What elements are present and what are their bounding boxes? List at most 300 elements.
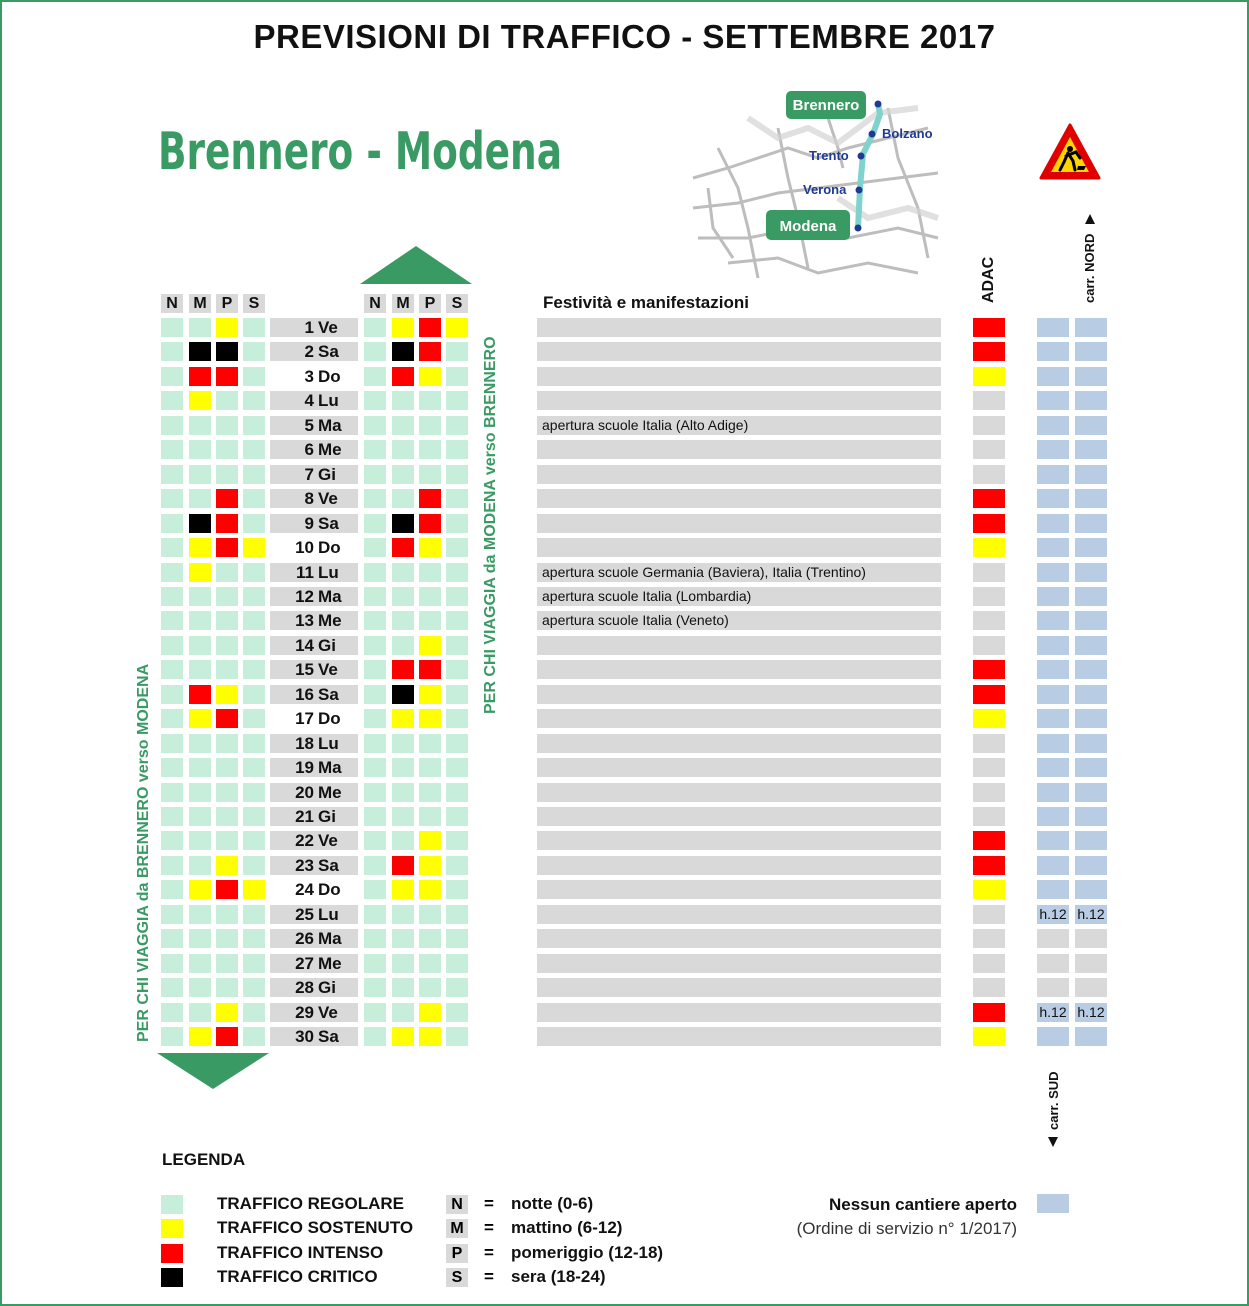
event-cell — [537, 342, 941, 361]
no-works-label: Nessun cantiere aperto — [828, 1195, 1017, 1214]
day-label — [270, 440, 358, 459]
day-label — [270, 514, 358, 533]
adac-cell — [973, 783, 1005, 802]
northbound-traffic-cell — [419, 538, 441, 557]
northbound-traffic-cell — [364, 440, 386, 459]
north-site-cell — [1037, 709, 1069, 728]
southbound-traffic-cell — [189, 440, 211, 459]
southbound-traffic-cell — [216, 465, 238, 484]
southbound-traffic-cell — [216, 416, 238, 435]
day-label — [270, 929, 358, 948]
northbound-traffic-cell — [364, 978, 386, 997]
northbound-traffic-cell — [392, 880, 414, 899]
day-of-week: Sa — [318, 856, 339, 875]
northbound-traffic-cell — [419, 514, 441, 533]
northbound-traffic-cell — [446, 954, 468, 973]
southbound-traffic-cell — [189, 954, 211, 973]
legend-level-label: TRAFFICO CRITICO — [217, 1267, 378, 1286]
day-of-week: Sa — [318, 685, 339, 704]
northbound-traffic-cell — [446, 416, 468, 435]
no-works-swatch — [1037, 1194, 1069, 1213]
northbound-traffic-cell — [446, 1003, 468, 1022]
northbound-traffic-cell — [446, 660, 468, 679]
northbound-traffic-cell — [419, 978, 441, 997]
adac-cell — [973, 807, 1005, 826]
day-number: 9 — [304, 514, 314, 533]
northbound-traffic-cell — [364, 1027, 386, 1046]
day-of-week: Me — [318, 954, 342, 973]
day-number: 20 — [295, 783, 314, 802]
northbound-traffic-cell — [446, 514, 468, 533]
southbound-traffic-cell — [189, 783, 211, 802]
event-cell — [537, 685, 941, 704]
legend-level-label: TRAFFICO SOSTENUTO — [217, 1218, 414, 1237]
north-site-cell — [1037, 685, 1069, 704]
northbound-traffic-cell — [392, 391, 414, 410]
slot-header: N — [161, 294, 183, 313]
northbound-traffic-cell — [392, 465, 414, 484]
north-site-cell — [1037, 978, 1069, 997]
southbound-traffic-cell — [216, 734, 238, 753]
southbound-traffic-cell — [189, 758, 211, 777]
day-label — [270, 1003, 358, 1022]
legend-slot-key: N — [446, 1195, 468, 1214]
day-number: 12 — [295, 587, 314, 606]
event-cell — [537, 367, 941, 386]
south-site-cell — [1075, 856, 1107, 875]
southbound-traffic-cell — [161, 880, 183, 899]
day-label — [270, 831, 358, 850]
day-number: 3 — [304, 367, 314, 386]
south-site-cell — [1075, 440, 1107, 459]
event-cell: apertura scuole Italia (Veneto) — [537, 611, 941, 630]
day-of-week: Lu — [318, 391, 339, 410]
legend-slot-desc: sera (18-24) — [511, 1267, 606, 1286]
northbound-traffic-cell — [419, 831, 441, 850]
southbound-traffic-cell — [216, 807, 238, 826]
day-of-week: Do — [318, 709, 341, 728]
event-cell — [537, 391, 941, 410]
northbound-traffic-cell — [392, 1027, 414, 1046]
day-of-week: Me — [318, 440, 342, 459]
north-site-cell — [1037, 465, 1069, 484]
southbound-traffic-cell — [189, 807, 211, 826]
events-header: Festività e manifestazioni — [543, 293, 749, 312]
southbound-traffic-cell — [216, 489, 238, 508]
south-site-cell — [1075, 563, 1107, 582]
slot-header: N — [364, 294, 386, 313]
slot-header: S — [243, 294, 265, 313]
day-of-week: Do — [318, 880, 341, 899]
day-of-week: Ve — [318, 489, 338, 508]
south-carriageway-label: carr. SUD — [1046, 1071, 1061, 1130]
north-site-cell: h.12 — [1037, 905, 1069, 924]
southbound-traffic-cell — [243, 563, 265, 582]
day-of-week: Me — [318, 783, 342, 802]
adac-cell — [973, 880, 1005, 899]
day-number: 14 — [295, 636, 314, 655]
northbound-traffic-cell — [419, 563, 441, 582]
northbound-traffic-cell — [446, 856, 468, 875]
day-number: 11 — [296, 563, 314, 582]
arrow-down-icon — [1047, 1136, 1059, 1148]
southbound-traffic-cell — [161, 416, 183, 435]
south-site-cell — [1075, 342, 1107, 361]
southbound-traffic-cell — [243, 880, 265, 899]
day-of-week: Gi — [318, 636, 336, 655]
northbound-traffic-cell — [419, 636, 441, 655]
day-label — [270, 489, 358, 508]
northbound-traffic-cell — [364, 318, 386, 337]
northbound-traffic-cell — [419, 758, 441, 777]
day-of-week: Do — [318, 538, 341, 557]
southbound-traffic-cell — [216, 367, 238, 386]
adac-cell — [973, 538, 1005, 557]
day-number: 29 — [295, 1003, 314, 1022]
northbound-traffic-cell — [364, 929, 386, 948]
north-site-cell — [1037, 807, 1069, 826]
southbound-traffic-cell — [189, 1003, 211, 1022]
southbound-traffic-cell — [161, 856, 183, 875]
southbound-traffic-cell — [161, 587, 183, 606]
day-label — [270, 758, 358, 777]
northbound-traffic-cell — [446, 538, 468, 557]
southbound-traffic-cell — [189, 489, 211, 508]
northbound-traffic-cell — [446, 807, 468, 826]
day-of-week: Ve — [318, 318, 338, 337]
northbound-arrow-icon — [360, 246, 472, 286]
southbound-traffic-cell — [243, 856, 265, 875]
southbound-traffic-cell — [216, 709, 238, 728]
day-label — [270, 905, 358, 924]
day-of-week: Do — [318, 367, 341, 386]
northbound-traffic-cell — [392, 538, 414, 557]
event-cell — [537, 880, 941, 899]
southbound-traffic-cell — [161, 636, 183, 655]
southbound-traffic-cell — [189, 611, 211, 630]
event-cell — [537, 978, 941, 997]
northbound-traffic-cell — [419, 734, 441, 753]
north-site-cell — [1037, 391, 1069, 410]
slot-header: P — [216, 294, 238, 313]
southbound-traffic-cell — [161, 954, 183, 973]
southbound-traffic-cell — [189, 929, 211, 948]
northbound-traffic-cell — [419, 929, 441, 948]
event-cell — [537, 831, 941, 850]
north-site-cell — [1037, 880, 1069, 899]
southbound-traffic-cell — [216, 954, 238, 973]
adac-cell — [973, 660, 1005, 679]
southbound-traffic-cell — [216, 611, 238, 630]
northbound-traffic-cell — [364, 367, 386, 386]
south-site-cell — [1075, 929, 1107, 948]
day-of-week: Lu — [318, 563, 339, 582]
north-carriageway-header — [1082, 234, 1097, 303]
southbound-traffic-cell — [216, 758, 238, 777]
north-site-cell — [1037, 636, 1069, 655]
south-site-cell — [1075, 709, 1107, 728]
northbound-traffic-cell — [364, 709, 386, 728]
event-cell — [537, 905, 941, 924]
slot-header: P — [419, 294, 441, 313]
adac-cell — [973, 1003, 1005, 1022]
northbound-traffic-cell — [392, 856, 414, 875]
southbound-traffic-cell — [243, 440, 265, 459]
day-number: 7 — [304, 465, 314, 484]
southbound-traffic-cell — [189, 685, 211, 704]
southbound-traffic-cell — [216, 342, 238, 361]
legend-level-label: TRAFFICO REGOLARE — [217, 1194, 404, 1213]
day-of-week: Sa — [318, 342, 339, 361]
northbound-traffic-cell — [392, 783, 414, 802]
northbound-traffic-cell — [446, 587, 468, 606]
north-site-cell — [1037, 929, 1069, 948]
southbound-traffic-cell — [216, 929, 238, 948]
north-site-cell: h.12 — [1037, 1003, 1069, 1022]
northbound-traffic-cell — [392, 831, 414, 850]
north-site-cell — [1037, 783, 1069, 802]
northbound-traffic-cell — [364, 807, 386, 826]
legend-slot-key: S — [446, 1268, 468, 1287]
adac-cell — [973, 342, 1005, 361]
south-site-cell — [1075, 954, 1107, 973]
northbound-traffic-cell — [364, 783, 386, 802]
adac-cell — [973, 367, 1005, 386]
legend-level-label: TRAFFICO INTENSO — [217, 1243, 384, 1262]
event-cell — [537, 636, 941, 655]
northbound-traffic-cell — [419, 367, 441, 386]
southbound-traffic-cell — [189, 880, 211, 899]
southbound-traffic-cell — [243, 807, 265, 826]
south-site-cell: h.12 — [1075, 1003, 1107, 1022]
northbound-traffic-cell — [419, 342, 441, 361]
legend-slot-desc: mattino (6-12) — [511, 1218, 623, 1237]
north-site-cell — [1037, 758, 1069, 777]
southbound-traffic-cell — [243, 685, 265, 704]
event-cell — [537, 538, 941, 557]
southbound-traffic-cell — [243, 367, 265, 386]
adac-cell — [973, 440, 1005, 459]
southbound-traffic-cell — [189, 978, 211, 997]
map-label-modena: Modena — [779, 218, 837, 235]
southbound-traffic-cell — [161, 538, 183, 557]
southbound-traffic-cell — [189, 538, 211, 557]
north-site-cell — [1037, 611, 1069, 630]
southbound-traffic-cell — [243, 514, 265, 533]
northbound-traffic-cell — [364, 660, 386, 679]
northbound-traffic-cell — [364, 831, 386, 850]
day-number: 2 — [304, 342, 314, 361]
map-label-bolzano: Bolzano — [882, 126, 933, 141]
day-label — [270, 856, 358, 875]
map-label-trento: Trento — [809, 148, 849, 163]
northbound-direction-label: PER CHI VIAGGIA da MODENA verso BRENNERO — [482, 336, 499, 714]
southbound-direction-label: PER CHI VIAGGIA da BRENNERO verso MODENA — [135, 663, 152, 1042]
day-number: 10 — [295, 538, 314, 557]
event-cell — [537, 660, 941, 679]
day-number: 23 — [295, 856, 314, 875]
northbound-traffic-cell — [419, 685, 441, 704]
southbound-traffic-cell — [189, 660, 211, 679]
adac-cell — [973, 685, 1005, 704]
event-cell — [537, 709, 941, 728]
adac-cell — [973, 758, 1005, 777]
day-number: 1 — [304, 318, 314, 337]
northbound-traffic-cell — [419, 489, 441, 508]
northbound-traffic-cell — [419, 440, 441, 459]
south-site-cell — [1075, 538, 1107, 557]
south-site-cell — [1075, 416, 1107, 435]
south-site-cell — [1075, 807, 1107, 826]
day-label — [270, 611, 358, 630]
northbound-traffic-cell — [392, 685, 414, 704]
southbound-traffic-cell — [189, 831, 211, 850]
southbound-traffic-cell — [161, 758, 183, 777]
northbound-traffic-cell — [364, 636, 386, 655]
northbound-traffic-cell — [364, 880, 386, 899]
southbound-traffic-cell — [189, 318, 211, 337]
service-order-label: (Ordine di servizio n° 1/2017) — [796, 1219, 1017, 1238]
southbound-traffic-cell — [216, 563, 238, 582]
day-number: 28 — [295, 978, 314, 997]
northbound-traffic-cell — [392, 342, 414, 361]
day-number: 18 — [295, 734, 314, 753]
legend-equals: = — [484, 1194, 494, 1213]
day-of-week: Ma — [318, 929, 342, 948]
day-label — [270, 391, 358, 410]
southbound-traffic-cell — [161, 489, 183, 508]
northbound-traffic-cell — [446, 978, 468, 997]
northbound-traffic-cell — [364, 391, 386, 410]
northbound-traffic-cell — [446, 465, 468, 484]
southbound-traffic-cell — [216, 318, 238, 337]
southbound-traffic-cell — [243, 709, 265, 728]
northbound-traffic-cell — [419, 880, 441, 899]
southbound-traffic-cell — [243, 734, 265, 753]
southbound-arrow-icon — [157, 1053, 269, 1091]
northbound-traffic-cell — [364, 1003, 386, 1022]
day-label — [270, 587, 358, 606]
day-label — [270, 538, 358, 557]
adac-cell — [973, 416, 1005, 435]
northbound-traffic-cell — [392, 1003, 414, 1022]
south-site-cell — [1075, 831, 1107, 850]
southbound-traffic-cell — [161, 1003, 183, 1022]
northbound-traffic-cell — [446, 929, 468, 948]
north-site-cell — [1037, 489, 1069, 508]
southbound-traffic-cell — [216, 1027, 238, 1046]
northbound-traffic-cell — [364, 465, 386, 484]
event-cell — [537, 929, 941, 948]
northbound-traffic-cell — [446, 1027, 468, 1046]
southbound-traffic-cell — [161, 709, 183, 728]
southbound-traffic-cell — [243, 416, 265, 435]
northbound-traffic-cell — [446, 905, 468, 924]
north-site-cell — [1037, 416, 1069, 435]
legend-title: LEGENDA — [162, 1150, 246, 1169]
northbound-traffic-cell — [364, 538, 386, 557]
event-cell — [537, 807, 941, 826]
day-label — [270, 880, 358, 899]
event-cell: apertura scuole Italia (Lombardia) — [537, 587, 941, 606]
adac-cell — [973, 611, 1005, 630]
day-of-week: Sa — [318, 514, 339, 533]
northbound-traffic-cell — [446, 636, 468, 655]
southbound-traffic-cell — [189, 342, 211, 361]
day-of-week: Me — [318, 611, 342, 630]
northbound-traffic-cell — [392, 905, 414, 924]
northbound-traffic-cell — [419, 1027, 441, 1046]
northbound-traffic-cell — [364, 856, 386, 875]
northbound-traffic-cell — [364, 416, 386, 435]
northbound-traffic-cell — [419, 318, 441, 337]
southbound-traffic-cell — [243, 1027, 265, 1046]
adac-cell — [973, 1027, 1005, 1046]
southbound-traffic-cell — [216, 538, 238, 557]
northbound-traffic-cell — [392, 807, 414, 826]
legend-swatch — [161, 1268, 183, 1287]
southbound-traffic-cell — [243, 831, 265, 850]
north-carriageway-label: carr. NORD — [1082, 233, 1097, 303]
arrow-up-icon — [1084, 213, 1096, 225]
northbound-traffic-cell — [446, 489, 468, 508]
southbound-traffic-cell — [161, 783, 183, 802]
slot-header: S — [446, 294, 468, 313]
day-of-week: Ve — [318, 831, 338, 850]
day-label — [270, 318, 358, 337]
north-site-cell — [1037, 318, 1069, 337]
southbound-traffic-cell — [189, 367, 211, 386]
day-of-week: Ma — [318, 758, 342, 777]
northbound-traffic-cell — [364, 611, 386, 630]
southbound-traffic-cell — [189, 905, 211, 924]
southbound-traffic-cell — [189, 391, 211, 410]
southbound-traffic-cell — [243, 783, 265, 802]
day-of-week: Gi — [318, 807, 336, 826]
day-of-week: Ve — [318, 660, 338, 679]
northbound-traffic-cell — [446, 318, 468, 337]
southbound-traffic-cell — [243, 318, 265, 337]
day-number: 15 — [295, 660, 314, 679]
northbound-traffic-cell — [446, 831, 468, 850]
south-site-cell — [1075, 636, 1107, 655]
route-title: Brennero - Modena — [158, 122, 562, 182]
day-label — [270, 636, 358, 655]
day-of-week: Sa — [318, 1027, 339, 1046]
north-site-cell — [1037, 440, 1069, 459]
northbound-traffic-cell — [392, 563, 414, 582]
legend-equals: = — [484, 1243, 494, 1262]
legend-slot-key: P — [446, 1244, 468, 1263]
northbound-traffic-cell — [446, 734, 468, 753]
slot-header: M — [189, 294, 211, 313]
southbound-traffic-cell — [243, 538, 265, 557]
map-label-brennero: Brennero — [792, 97, 860, 114]
adac-cell — [973, 709, 1005, 728]
day-number: 25 — [295, 905, 314, 924]
southbound-traffic-cell — [216, 660, 238, 679]
northbound-traffic-cell — [364, 514, 386, 533]
northbound-traffic-cell — [446, 563, 468, 582]
day-label — [270, 1027, 358, 1046]
south-site-cell — [1075, 758, 1107, 777]
southbound-traffic-cell — [161, 807, 183, 826]
event-cell — [537, 758, 941, 777]
southbound-traffic-cell — [216, 587, 238, 606]
southbound-traffic-cell — [189, 465, 211, 484]
northbound-traffic-cell — [392, 611, 414, 630]
northbound-traffic-cell — [392, 489, 414, 508]
